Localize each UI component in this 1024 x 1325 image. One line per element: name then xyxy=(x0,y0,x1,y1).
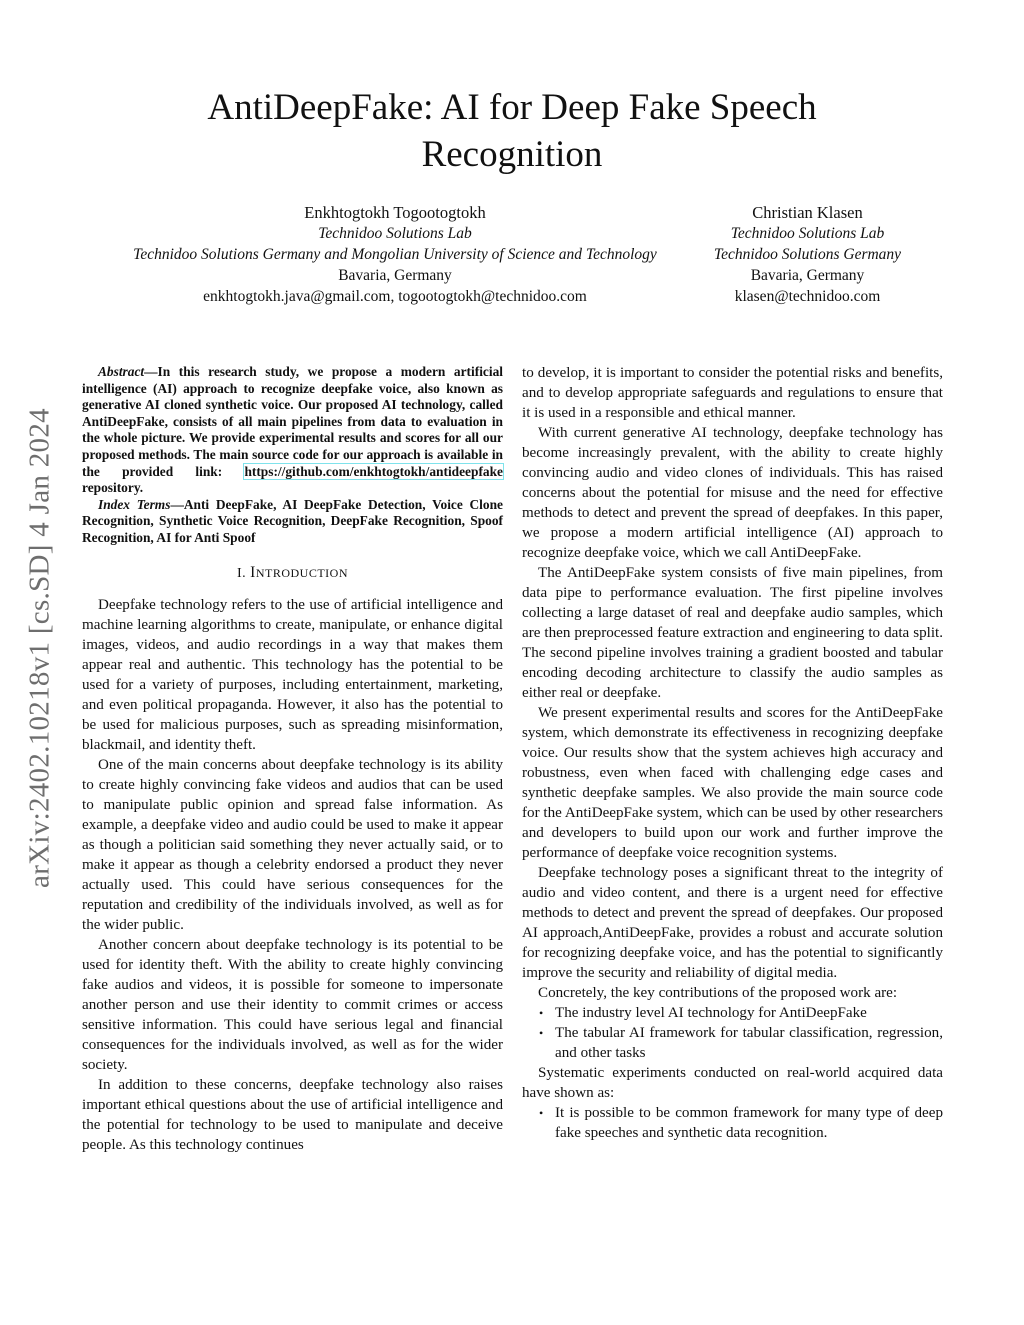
bullet-icon: • xyxy=(539,1106,544,1120)
index-terms xyxy=(82,497,503,547)
list-item-text: The tabular AI framework for tabular classification, regression, and other tasks xyxy=(555,1025,943,1061)
list-item-text: The industry level AI technology for AntiDeepFake xyxy=(555,1005,867,1021)
right-column xyxy=(522,363,943,1143)
list-item-text: It is possible to be common framework for many type of deep fake speeches and synthetic data recognition. xyxy=(555,1105,943,1141)
abstract xyxy=(82,364,503,497)
contributions-list xyxy=(522,1003,943,1063)
body-paragraph: Deepfake technology poses a significant threat to the integrity of audio and video content, and there is a urgent need for effective methods to detect and prevent the spread of deepfakes. Our proposed AI approach,AntiDeepFake, provides a robust and accurate solution for recognizing deepfake voice, and has the potential to significantly improve the security and reliability of digital media. xyxy=(522,865,943,981)
bullet-icon: • xyxy=(539,1006,544,1020)
body-paragraph: Deepfake technology refers to the use of artificial intelligence and machine learning algorithms to create, manipulate, or enhance digital images, videos, and audio recordings in a way that makes them appear real and authentic. This technology has the potential to be used for a variety of purposes, including entertainment, marketing, and even political propaganda. However, it also has the potential to be used for malicious purposes, such as spreading misinformation, blackmail, and identity theft. xyxy=(82,596,503,753)
body-paragraph: In addition to these concerns, deepfake technology also raises important ethical questions about the use of artificial intelligence and the potential for technology to be used to manipulate and deceive people. As this technology continues xyxy=(82,1076,503,1153)
left-column xyxy=(82,364,503,1155)
author-block-1 xyxy=(100,202,690,307)
list-item xyxy=(522,1103,943,1143)
abstract-text: —In this research study, we propose a modern artificial intelligence (AI) approach to recognize deepfake voice, also known as generative AI cloned synthetic voice. Our proposed AI technology, called AntiDeepFake, consists of all main pipelines from data to evaluation in the whole picture. We provide experimental results and scores for all our proposed methods. The main source code for our approach is available in the provided link: xyxy=(82,364,503,479)
author-lab: Technidoo Solutions Lab xyxy=(730,225,885,242)
list-item xyxy=(522,1003,943,1023)
author-affiliation: Technidoo Solutions Germany xyxy=(713,246,902,263)
author-affiliation: Technidoo Solutions Germany and Mongolian University of Science and Technology xyxy=(133,246,657,263)
abstract-text-end: repository. xyxy=(82,480,144,496)
body-paragraph: Concretely, the key contributions of the proposed work are: xyxy=(538,985,898,1001)
author-block-2 xyxy=(700,202,915,307)
source-code-link[interactable]: https://github.com/enkhtogtokh/antideepfake xyxy=(244,463,503,479)
index-terms-label: Index Terms xyxy=(98,496,171,512)
body-paragraph: Systematic experiments conducted on real-world acquired data have shown as: xyxy=(522,1065,943,1101)
body-paragraph: Another concern about deepfake technology is its potential to be used for identity theft. With the ability to create highly convincing fake audios and videos, it is possible for someone to impersonate another person and use their identity to commit crimes or access sensitive information. This could have serious legal and financial consequences for the individuals involved, as well as for the wider society. xyxy=(82,936,503,1073)
section-title-initial: I xyxy=(250,563,256,581)
body-paragraph-continued: to develop, it is important to consider the potential risks and benefits, and to develop appropriate safeguards and regulations to ensure that it is used in a responsible and ethical manner. xyxy=(522,365,943,421)
body-paragraph: One of the main concerns about deepfake technology is its ability to create highly convincing fake videos and audios that can be used to manipulate public opinion and spread false information. As example, a deepfake video and audio could be used to make it appear as though a politician said something they never actually said, or to make it appear as though a celebrity endorsed a product they never actually used. This could have serious consequences for the reputation and credibility of the individuals involved, as well as for the wider public. xyxy=(82,756,503,933)
author-lab: Technidoo Solutions Lab xyxy=(318,225,472,242)
section-number: I. xyxy=(236,565,247,581)
author-email: enkhtogtokh.java@gmail.com, togootogtokh@technidoo.com xyxy=(203,288,587,305)
body-paragraph: The AntiDeepFake system consists of five main pipelines, from data pipe to performance evaluation. The first pipeline involves collecting a large dataset of real and deepfake audio samples, which are then preprocessed feature extraction and engineering to data split. The second pipeline involves training a gradient boosted and tabular encoding decoding architecture to classify the audio samples as either real or deepfake. xyxy=(522,565,943,701)
author-location: Bavaria, Germany xyxy=(750,267,865,284)
abstract-label: Abstract xyxy=(98,364,145,379)
author-name: Enkhtogtokh Togootogtokh xyxy=(304,203,486,222)
section-title-rest: NTRODUCTION xyxy=(255,565,348,580)
bullet-icon: • xyxy=(539,1026,544,1040)
index-terms-text: —Anti DeepFake, AI DeepFake Detection, Voice Clone Recognition, Synthetic Voice Recognition, DeepFake Recognition, Spoof Recognition, AI for Anti Spoof xyxy=(82,496,503,545)
section-heading-introduction xyxy=(82,563,503,584)
author-name: Christian Klasen xyxy=(752,203,863,222)
paper-title: AntiDeepFake: AI for Deep Fake Speech Recognition xyxy=(207,87,817,175)
list-item xyxy=(522,1023,943,1063)
body-paragraph: With current generative AI technology, deepfake technology has become increasingly prevalent, with the ability to create highly convincing audio and video clones of individuals. This has raised concerns about the potential for misuse and the need for effective methods to detect and prevent the spread of deepfakes. In this paper, we propose a modern artificial intelligence (AI) approach to recognize deepfake voice, which we call AntiDeepFake. xyxy=(522,425,943,561)
findings-list xyxy=(522,1103,943,1143)
body-paragraph: We present experimental results and scores for the AntiDeepFake system, which demonstrate its effectiveness in recognizing deepfake voice. Our results show that the system achieves high accuracy and robustness, even when faced with challenging edge cases and synthetic deepfake samples. We also provide the main source code for the AntiDeepFake system, which can be used by other researchers and developers to build upon our work and further improve the performance of deepfake voice recognition systems. xyxy=(522,705,943,861)
arxiv-id-text: arXiv:2402.10218v1 [cs.SD] 4 Jan 2024 xyxy=(23,408,56,888)
author-location: Bavaria, Germany xyxy=(338,267,452,284)
author-email: klasen@technidoo.com xyxy=(734,288,881,305)
